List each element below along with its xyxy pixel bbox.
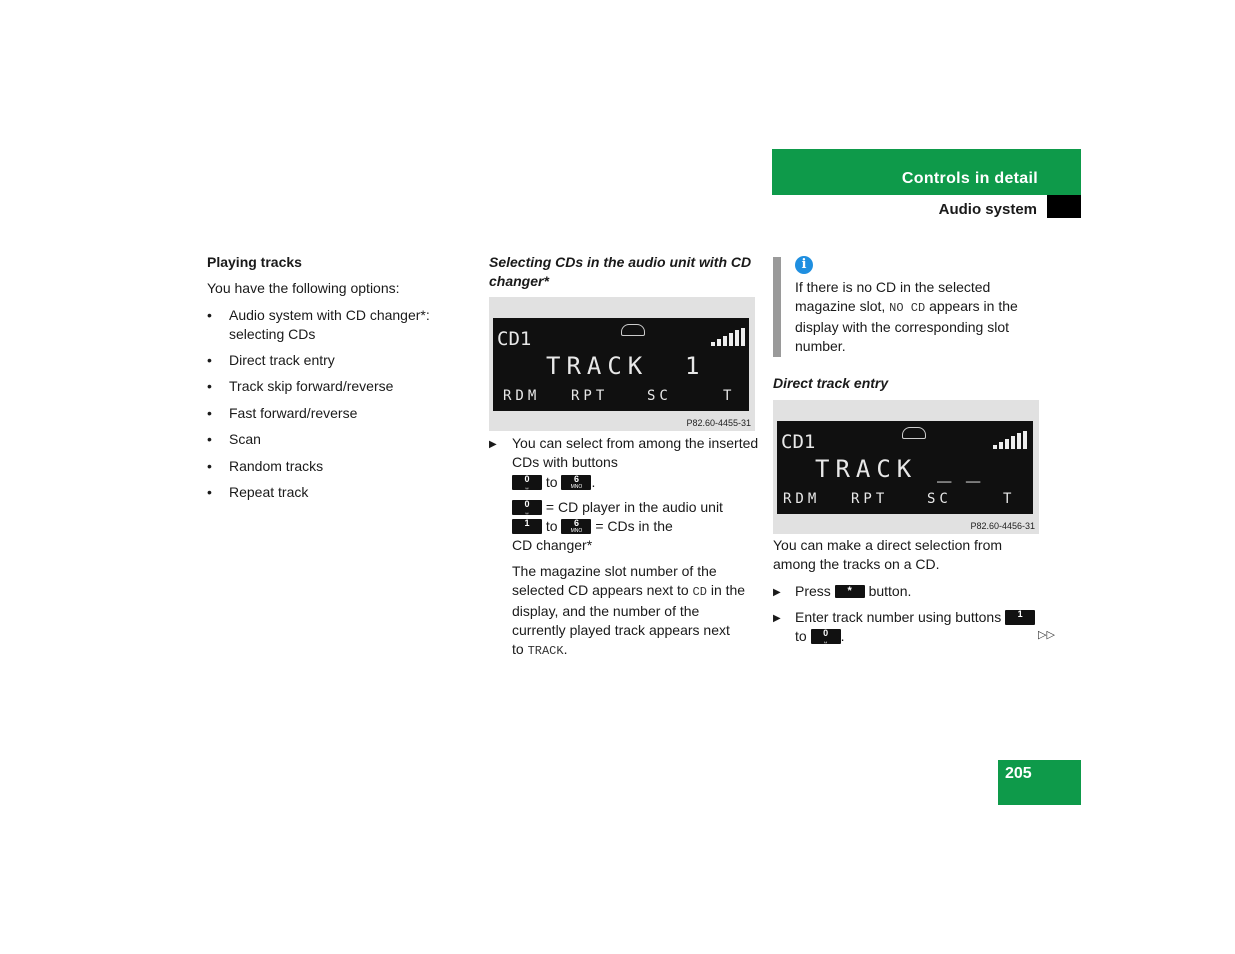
info-note: If there is no CD in the selected magazine slot, NO CD appears in the display with the corresponding slot number. [795, 279, 1018, 354]
bullet-dot: • [207, 307, 212, 323]
button-0-key: 0 ␣ [811, 629, 841, 644]
direct-track-heading: Direct track entry [773, 375, 889, 391]
bullet-dot: • [207, 378, 212, 394]
page-number-box [998, 760, 1081, 805]
bullet-item [207, 351, 335, 370]
lcd-t: T [1003, 491, 1012, 507]
page-number: 205 [1005, 765, 1032, 782]
button-6-key: 6 MNO [561, 519, 591, 534]
intro-text: You have the following options: [207, 280, 400, 296]
subsection-title: Audio system [938, 201, 1037, 218]
lcd-rpt: RPT [851, 491, 889, 507]
lcd-track-value: _ _ [937, 455, 981, 483]
lcd-track-label: TRACK [815, 455, 918, 483]
lcd-sc: SC [927, 491, 952, 507]
bullet-item [207, 306, 447, 344]
bullet-dot: • [207, 405, 212, 421]
lcd-t: T [723, 388, 732, 404]
bullet-item [207, 483, 308, 502]
slot-para: The magazine slot number of the selected CD appears next to CD in the display, and the number of the currently played track appears next to TRACK. [512, 563, 746, 658]
lcd-rdm: RDM [503, 388, 541, 404]
step-arrow-icon: ▶ [773, 613, 781, 624]
figure-caption: P82.60-4456-31 [970, 521, 1035, 531]
to-text: to [545, 474, 558, 490]
lcd-cd-label: CD1 [781, 431, 816, 453]
section-title: Controls in detail [901, 170, 1038, 187]
info-bar [773, 257, 781, 357]
header-marker [1047, 195, 1081, 218]
lcd-rdm: RDM [783, 491, 821, 507]
bullet-dot: • [207, 458, 212, 474]
figure-caption: P82.60-4455-31 [686, 418, 751, 428]
bullet-text: Audio system with CD changer*: selecting CDs [229, 307, 430, 342]
phone-icon [621, 324, 645, 336]
cd-select-heading: Selecting CDs in the audio unit with CD changer* [489, 254, 752, 289]
info-icon: i [795, 256, 813, 274]
bullet-item [207, 430, 261, 449]
phone-icon [902, 427, 926, 439]
bullet-item [207, 404, 357, 423]
signal-strength-icon [711, 328, 745, 346]
lcd-track-label: TRACK [546, 352, 649, 380]
bullet-text: Track skip forward/reverse [229, 378, 394, 394]
button-6-key: 6 MNO [561, 475, 591, 490]
bullet-text: Random tracks [229, 458, 324, 474]
enter-track-step: ▶ Enter track number using buttons 1 to 0 ␣ . [773, 608, 1043, 646]
lcd-rpt: RPT [571, 388, 609, 404]
cd-display-figure [489, 297, 755, 431]
playing-tracks-heading: Playing tracks [207, 254, 302, 270]
section-header-bar [772, 149, 1081, 195]
lcd-screen [493, 318, 749, 411]
button-0-key: 0 ␣ [512, 475, 542, 490]
star-key: * [835, 585, 865, 598]
lcd-sc: SC [647, 388, 672, 404]
cd-changer-text: CD changer* [512, 537, 593, 553]
button-1-key: 1 [512, 519, 542, 534]
lcd-track-value: 1 [685, 352, 700, 380]
bullet-item [207, 377, 393, 396]
track-display-figure [773, 400, 1039, 534]
signal-strength-icon [993, 431, 1027, 449]
lcd-screen [777, 421, 1033, 514]
lcd-cd-label: CD1 [497, 328, 532, 350]
press-star-step: ▶ Press * button. [773, 582, 1043, 601]
cd-select-step: ▶ You can select from among the inserted CDs with buttons 0 ␣ to 6 MNO . 0 ␣ = CD player in the audio unit 1 to 6 MNO = CDs in the CD changer* The magazine slot number of the selected CD appears next to CD in the display, and the number of the currently played track appears next to TRACK. [489, 434, 759, 661]
continue-icon: ▷▷ [1038, 629, 1055, 641]
bullet-dot: • [207, 352, 212, 368]
step-arrow-icon: ▶ [489, 439, 497, 450]
bullet-text: Scan [229, 431, 261, 447]
button-1-key: 1 [1005, 610, 1035, 625]
cd-player-text: = CD player in the audio unit [545, 499, 723, 515]
bullet-item [207, 457, 323, 476]
bullet-text: Fast forward/reverse [229, 405, 358, 421]
step-arrow-icon: ▶ [773, 587, 781, 598]
cds-changer-text: = CDs in the [595, 518, 673, 534]
direct-track-para: You can make a direct selection from among the tracks on a CD. [773, 537, 1003, 572]
bullet-dot: • [207, 484, 212, 500]
step-text: You can select from among the inserted CDs with buttons [512, 435, 759, 470]
bullet-text: Repeat track [229, 484, 309, 500]
bullet-dot: • [207, 431, 212, 447]
button-0-key: 0 ␣ [512, 500, 542, 515]
bullet-text: Direct track entry [229, 352, 335, 368]
